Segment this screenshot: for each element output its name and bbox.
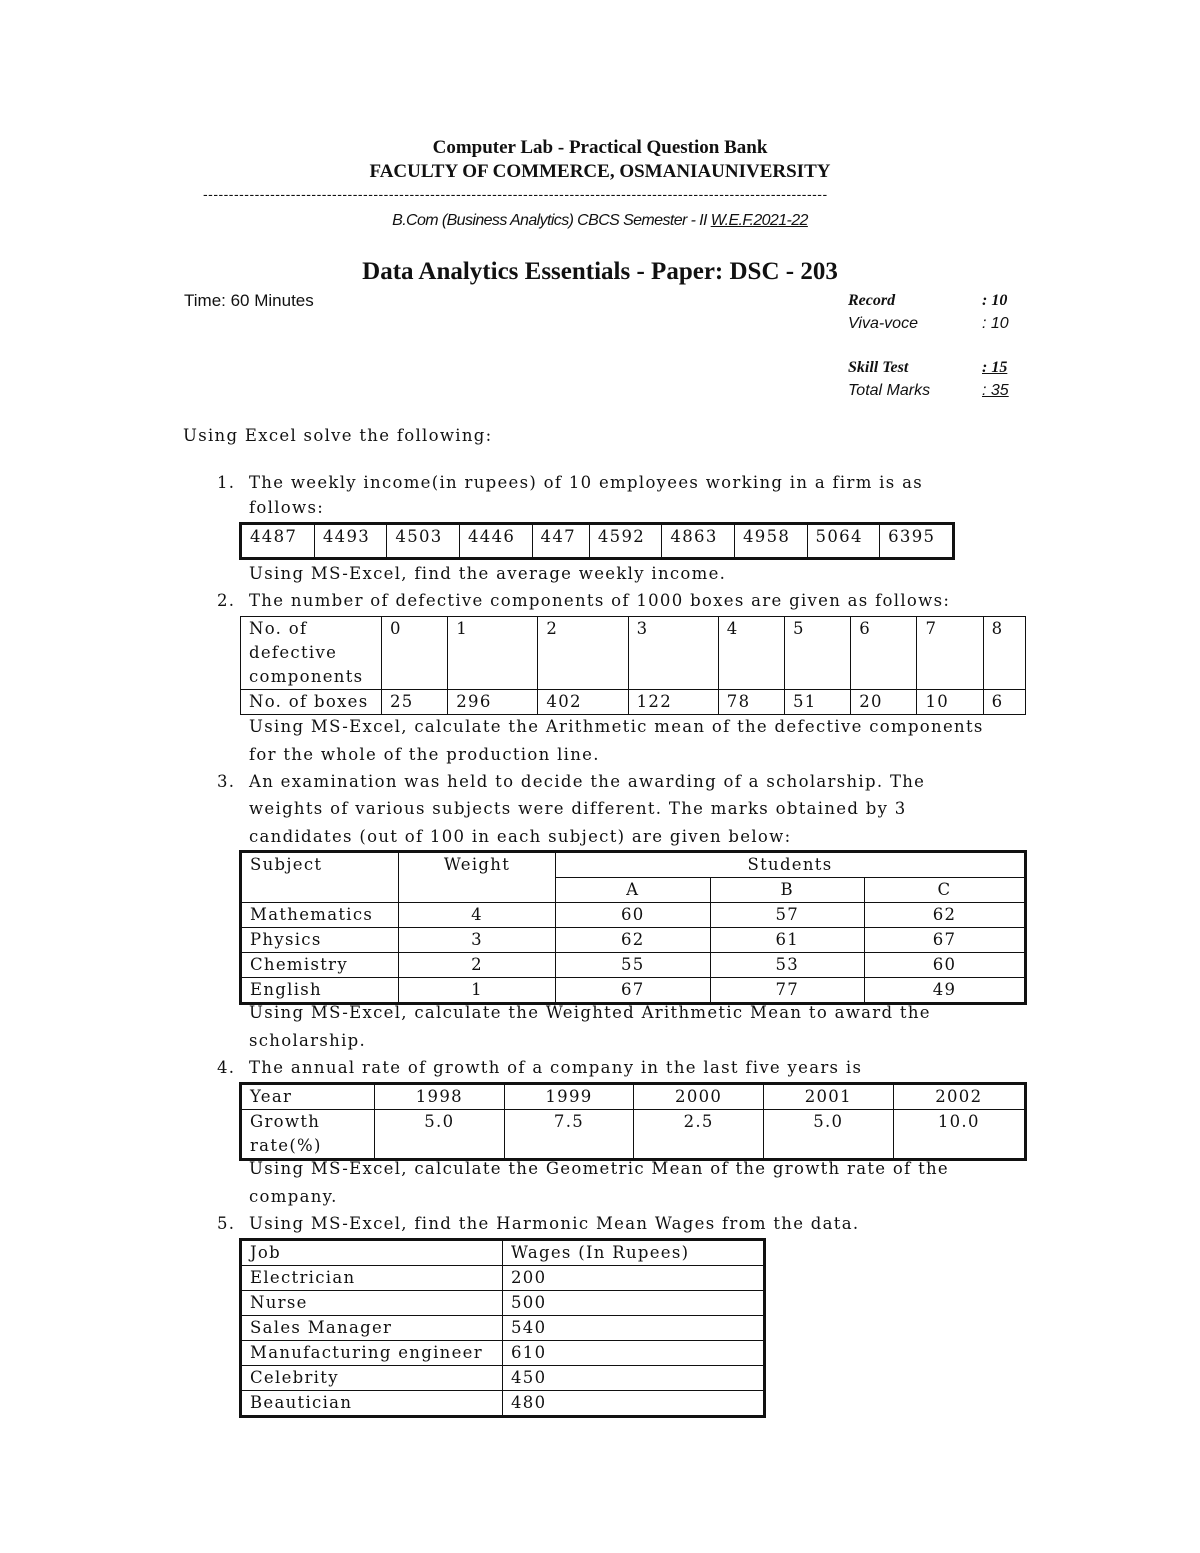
skill-value: : 15: [982, 359, 1008, 376]
table-cell: 5064: [807, 524, 880, 559]
q3-instruction-1: Using MS-Excel, calculate the Weighted Arithmetic Mean to award the: [249, 1003, 931, 1022]
row-label-boxes: No. of boxes: [241, 690, 382, 715]
subject-cell: Chemistry: [241, 953, 399, 978]
q1-text-2: follows:: [249, 498, 325, 517]
label-line: defective: [249, 643, 338, 662]
semester-text: B.Com (Business Analytics) CBCS Semester - II: [392, 212, 711, 229]
viva-label: Viva-voce: [848, 315, 918, 332]
score-cell: 53: [710, 953, 865, 978]
table-row: [241, 1266, 765, 1291]
header-student-b: B: [710, 878, 865, 903]
table-cell: 6395: [880, 524, 954, 559]
subject-cell: English: [241, 978, 399, 1004]
year-cell: 1999: [504, 1084, 634, 1110]
q3-number: 3.: [217, 772, 236, 791]
semester-wef: W.E.F.2021-22: [710, 212, 808, 229]
year-cell: 1998: [375, 1084, 505, 1110]
q3-scores-table: [239, 850, 1027, 1005]
record-value: : 10: [982, 292, 1008, 309]
table-cell: 447: [532, 524, 589, 559]
header-weight: Weight: [399, 852, 556, 903]
q3-text-1: An examination was held to decide the awarding of a scholarship. The: [249, 772, 926, 791]
table-cell: 8: [983, 617, 1025, 690]
job-cell: Nurse: [241, 1291, 503, 1316]
q2-text: The number of defective components of 1000 boxes are given as follows:: [249, 591, 951, 610]
table-cell: 0: [382, 617, 448, 690]
q5-text: Using MS-Excel, find the Harmonic Mean Wages from the data.: [249, 1214, 860, 1233]
table-cell: 7: [917, 617, 983, 690]
score-cell: 62: [865, 903, 1026, 928]
wage-cell: 450: [503, 1366, 765, 1391]
wage-cell: 540: [503, 1316, 765, 1341]
rate-label: [241, 1110, 375, 1160]
table-cell: 3: [628, 617, 718, 690]
table-cell: 4863: [662, 524, 735, 559]
table-cell: 6: [983, 690, 1025, 715]
score-cell: 60: [865, 953, 1026, 978]
q3-instruction-2: scholarship.: [249, 1031, 367, 1050]
table-row: [241, 1110, 1026, 1160]
q1-income-table: [239, 522, 955, 560]
table-row: [241, 617, 1026, 690]
weight-cell: 4: [399, 903, 556, 928]
table-cell: 4503: [387, 524, 460, 559]
viva-value: : 10: [982, 315, 1009, 332]
table-cell: 296: [448, 690, 538, 715]
subject-cell: Physics: [241, 928, 399, 953]
weight-cell: 2: [399, 953, 556, 978]
header-line-2: FACULTY OF COMMERCE, OSMANIAUNIVERSITY: [369, 161, 831, 182]
q2-defects-table: [240, 616, 1026, 715]
table-cell: 6: [851, 617, 917, 690]
intro-text: Using Excel solve the following:: [183, 426, 493, 445]
year-cell: 2000: [634, 1084, 764, 1110]
rate-cell: 2.5: [634, 1110, 764, 1160]
table-row: [241, 1341, 765, 1366]
label-line: rate(%): [250, 1136, 322, 1155]
score-cell: 67: [865, 928, 1026, 953]
table-row: [241, 953, 1026, 978]
record-label: Record: [848, 292, 896, 309]
job-cell: Celebrity: [241, 1366, 503, 1391]
score-cell: 49: [865, 978, 1026, 1004]
table-cell: 402: [538, 690, 628, 715]
table-cell: 4: [718, 617, 784, 690]
job-cell: Electrician: [241, 1266, 503, 1291]
table-row: [241, 1240, 765, 1266]
q4-instruction-1: Using MS-Excel, calculate the Geometric Mean of the growth rate of the: [249, 1159, 950, 1178]
weight-cell: 1: [399, 978, 556, 1004]
score-cell: 77: [710, 978, 865, 1004]
table-cell: 4487: [241, 524, 315, 559]
label-line: components: [249, 667, 364, 686]
table-row: [241, 852, 1026, 878]
table-row: [241, 1291, 765, 1316]
divider: -------------------------------------------------------------------------------------------------------------------------: [203, 186, 828, 202]
year-cell: 2002: [893, 1084, 1025, 1110]
year-cell: 2001: [763, 1084, 893, 1110]
table-row: [241, 928, 1026, 953]
table-row: [241, 1391, 765, 1417]
table-row: [241, 1366, 765, 1391]
rate-cell: 10.0: [893, 1110, 1025, 1160]
table-cell: 5: [785, 617, 851, 690]
header-job: Job: [241, 1240, 503, 1266]
q5-wages-table: [239, 1238, 766, 1418]
wage-cell: 480: [503, 1391, 765, 1417]
table-row: [241, 524, 954, 559]
subject-cell: Mathematics: [241, 903, 399, 928]
score-cell: 62: [556, 928, 711, 953]
q2-instruction-1: Using MS-Excel, calculate the Arithmetic mean of the defective components: [249, 717, 984, 736]
table-row: [241, 903, 1026, 928]
q1-number: 1.: [217, 473, 236, 492]
header-line-1: Computer Lab - Practical Question Bank: [432, 137, 768, 158]
wage-cell: 200: [503, 1266, 765, 1291]
q1-text-1: The weekly income(in rupees) of 10 employees working in a firm is as: [249, 473, 923, 492]
skill-label: Skill Test: [848, 359, 909, 376]
semester-line: [0, 212, 1200, 230]
table-cell: 2: [538, 617, 628, 690]
wage-cell: 610: [503, 1341, 765, 1366]
rate-cell: 5.0: [763, 1110, 893, 1160]
header-student-c: C: [865, 878, 1026, 903]
table-cell: 1: [448, 617, 538, 690]
score-cell: 57: [710, 903, 865, 928]
q4-instruction-2: company.: [249, 1187, 338, 1206]
table-cell: 122: [628, 690, 718, 715]
job-cell: Beautician: [241, 1391, 503, 1417]
score-cell: 60: [556, 903, 711, 928]
rate-cell: 5.0: [375, 1110, 505, 1160]
total-label: Total Marks: [848, 382, 931, 399]
wage-cell: 500: [503, 1291, 765, 1316]
time-label: Time: 60 Minutes: [184, 291, 314, 310]
table-cell: 25: [382, 690, 448, 715]
job-cell: Manufacturing engineer: [241, 1341, 503, 1366]
rate-cell: 7.5: [504, 1110, 634, 1160]
year-label: Year: [241, 1084, 375, 1110]
table-cell: 51: [785, 690, 851, 715]
row-label-defective: [241, 617, 382, 690]
table-cell: 4592: [589, 524, 662, 559]
score-cell: 67: [556, 978, 711, 1004]
total-value: : 35: [982, 382, 1009, 399]
label-line: Growth: [250, 1112, 321, 1131]
label-line: No. of: [249, 619, 308, 638]
header-student-a: A: [556, 878, 711, 903]
q3-text-3: candidates (out of 100 in each subject) are given below:: [249, 827, 792, 846]
table-cell: 4446: [459, 524, 532, 559]
table-cell: 4958: [734, 524, 807, 559]
header-subject: Subject: [241, 852, 399, 903]
header-students: Students: [556, 852, 1026, 878]
q4-number: 4.: [217, 1058, 236, 1077]
table-cell: 78: [718, 690, 784, 715]
table-row: [241, 1084, 1026, 1110]
q4-growth-table: [239, 1082, 1027, 1161]
q3-text-2: weights of various subjects were different. The marks obtained by 3: [249, 799, 907, 818]
q1-instruction: Using MS-Excel, find the average weekly income.: [249, 564, 727, 583]
table-cell: 10: [917, 690, 983, 715]
score-cell: 61: [710, 928, 865, 953]
page-title: Data Analytics Essentials - Paper: DSC - 203: [362, 258, 838, 285]
table-row: [241, 690, 1026, 715]
weight-cell: 3: [399, 928, 556, 953]
job-cell: Sales Manager: [241, 1316, 503, 1341]
score-cell: 55: [556, 953, 711, 978]
table-row: [241, 978, 1026, 1004]
q5-number: 5.: [217, 1214, 236, 1233]
table-cell: 20: [851, 690, 917, 715]
q4-text: The annual rate of growth of a company in the last five years is: [249, 1058, 863, 1077]
q2-number: 2.: [217, 591, 236, 610]
table-row: [241, 1316, 765, 1341]
q2-instruction-2: for the whole of the production line.: [249, 745, 600, 764]
table-cell: 4493: [314, 524, 387, 559]
header-wages: Wages (In Rupees): [503, 1240, 765, 1266]
